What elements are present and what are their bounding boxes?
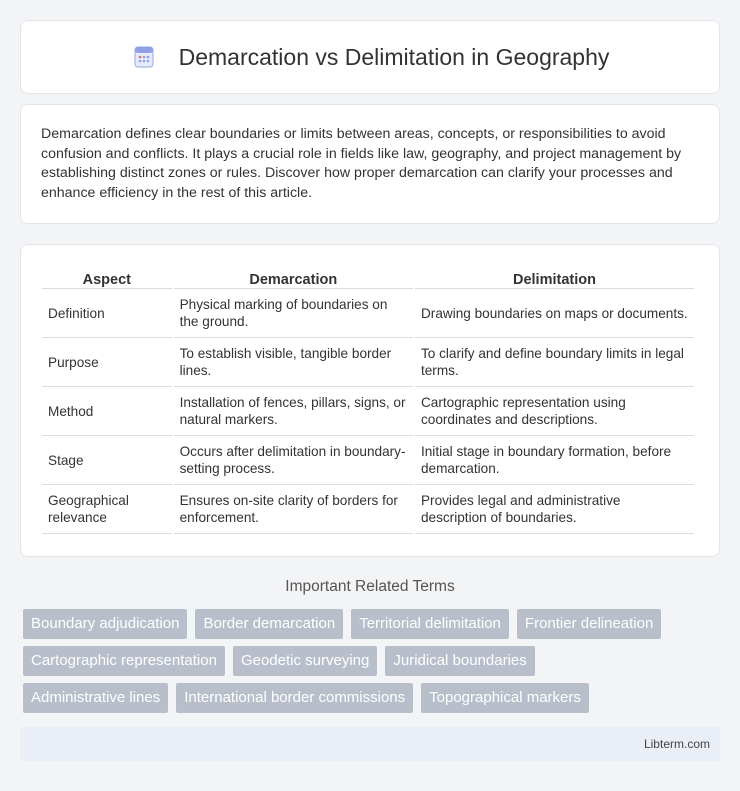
column-header-aspect: Aspect [42, 265, 172, 289]
table-cell: Purpose [42, 338, 172, 387]
table-header-row [42, 265, 694, 289]
intro-text: Demarcation defines clear boundaries or limits between areas, concepts, or responsibilities to avoid confusion and conflicts. It plays a crucial role in fields like law, geography, and project management by establishing distinct zones or rules. Discover how proper demarcation can clarify your processes and enhance efficiency in the rest of this article. [41, 126, 682, 201]
related-term-tag[interactable]: Territorial delimitation [351, 609, 509, 639]
table-row [42, 485, 694, 534]
comparison-table [40, 265, 696, 534]
footer [20, 727, 720, 761]
related-term-tag[interactable]: Boundary adjudication [23, 609, 187, 639]
table-cell: Provides legal and administrative description of boundaries. [415, 485, 694, 534]
table-row [42, 289, 694, 338]
related-term-tag[interactable]: Geodetic surveying [233, 646, 377, 676]
tag-row [23, 683, 723, 713]
table-cell: Cartographic representation using coordinates and descriptions. [415, 387, 694, 436]
table-cell: Definition [42, 289, 172, 338]
table-row [42, 338, 694, 387]
column-header-delimitation: Delimitation [415, 265, 694, 289]
table-cell: Initial stage in boundary formation, before demarcation. [415, 436, 694, 485]
table-cell: Physical marking of boundaries on the ground. [174, 289, 413, 338]
table-cell: Geographical relevance [42, 485, 172, 534]
calculator-icon [131, 44, 157, 70]
table-row [42, 436, 694, 485]
related-term-tag[interactable]: Frontier delineation [517, 609, 661, 639]
footer-site-link[interactable]: Libterm.com [643, 737, 710, 751]
table-cell: Method [42, 387, 172, 436]
intro-card [20, 104, 720, 224]
table-cell: Occurs after delimitation in boundary-setting process. [174, 436, 413, 485]
comparison-table-card [20, 244, 720, 557]
related-term-tag[interactable]: Cartographic representation [23, 646, 225, 676]
related-term-tag[interactable]: Border demarcation [195, 609, 343, 639]
related-term-tag[interactable]: Administrative lines [23, 683, 168, 713]
header-card [20, 20, 720, 94]
column-header-demarcation: Demarcation [174, 265, 413, 289]
tag-row [23, 609, 723, 639]
table-cell: Ensures on-site clarity of borders for enforcement. [174, 485, 413, 534]
table-cell: To establish visible, tangible border lines. [174, 338, 413, 387]
table-cell: Drawing boundaries on maps or documents. [415, 289, 694, 338]
tag-row [23, 646, 723, 676]
table-cell: To clarify and define boundary limits in legal terms. [415, 338, 694, 387]
page-title: Demarcation vs Delimitation in Geography [178, 43, 610, 70]
related-term-tag[interactable]: Juridical boundaries [385, 646, 534, 676]
table-row [42, 387, 694, 436]
table-cell: Stage [42, 436, 172, 485]
table-cell: Installation of fences, pillars, signs, or natural markers. [174, 387, 413, 436]
related-terms-list [23, 609, 723, 720]
related-terms-title: Important Related Terms [285, 578, 455, 595]
related-term-tag[interactable]: Topographical markers [421, 683, 589, 713]
related-term-tag[interactable]: International border commissions [176, 683, 413, 713]
